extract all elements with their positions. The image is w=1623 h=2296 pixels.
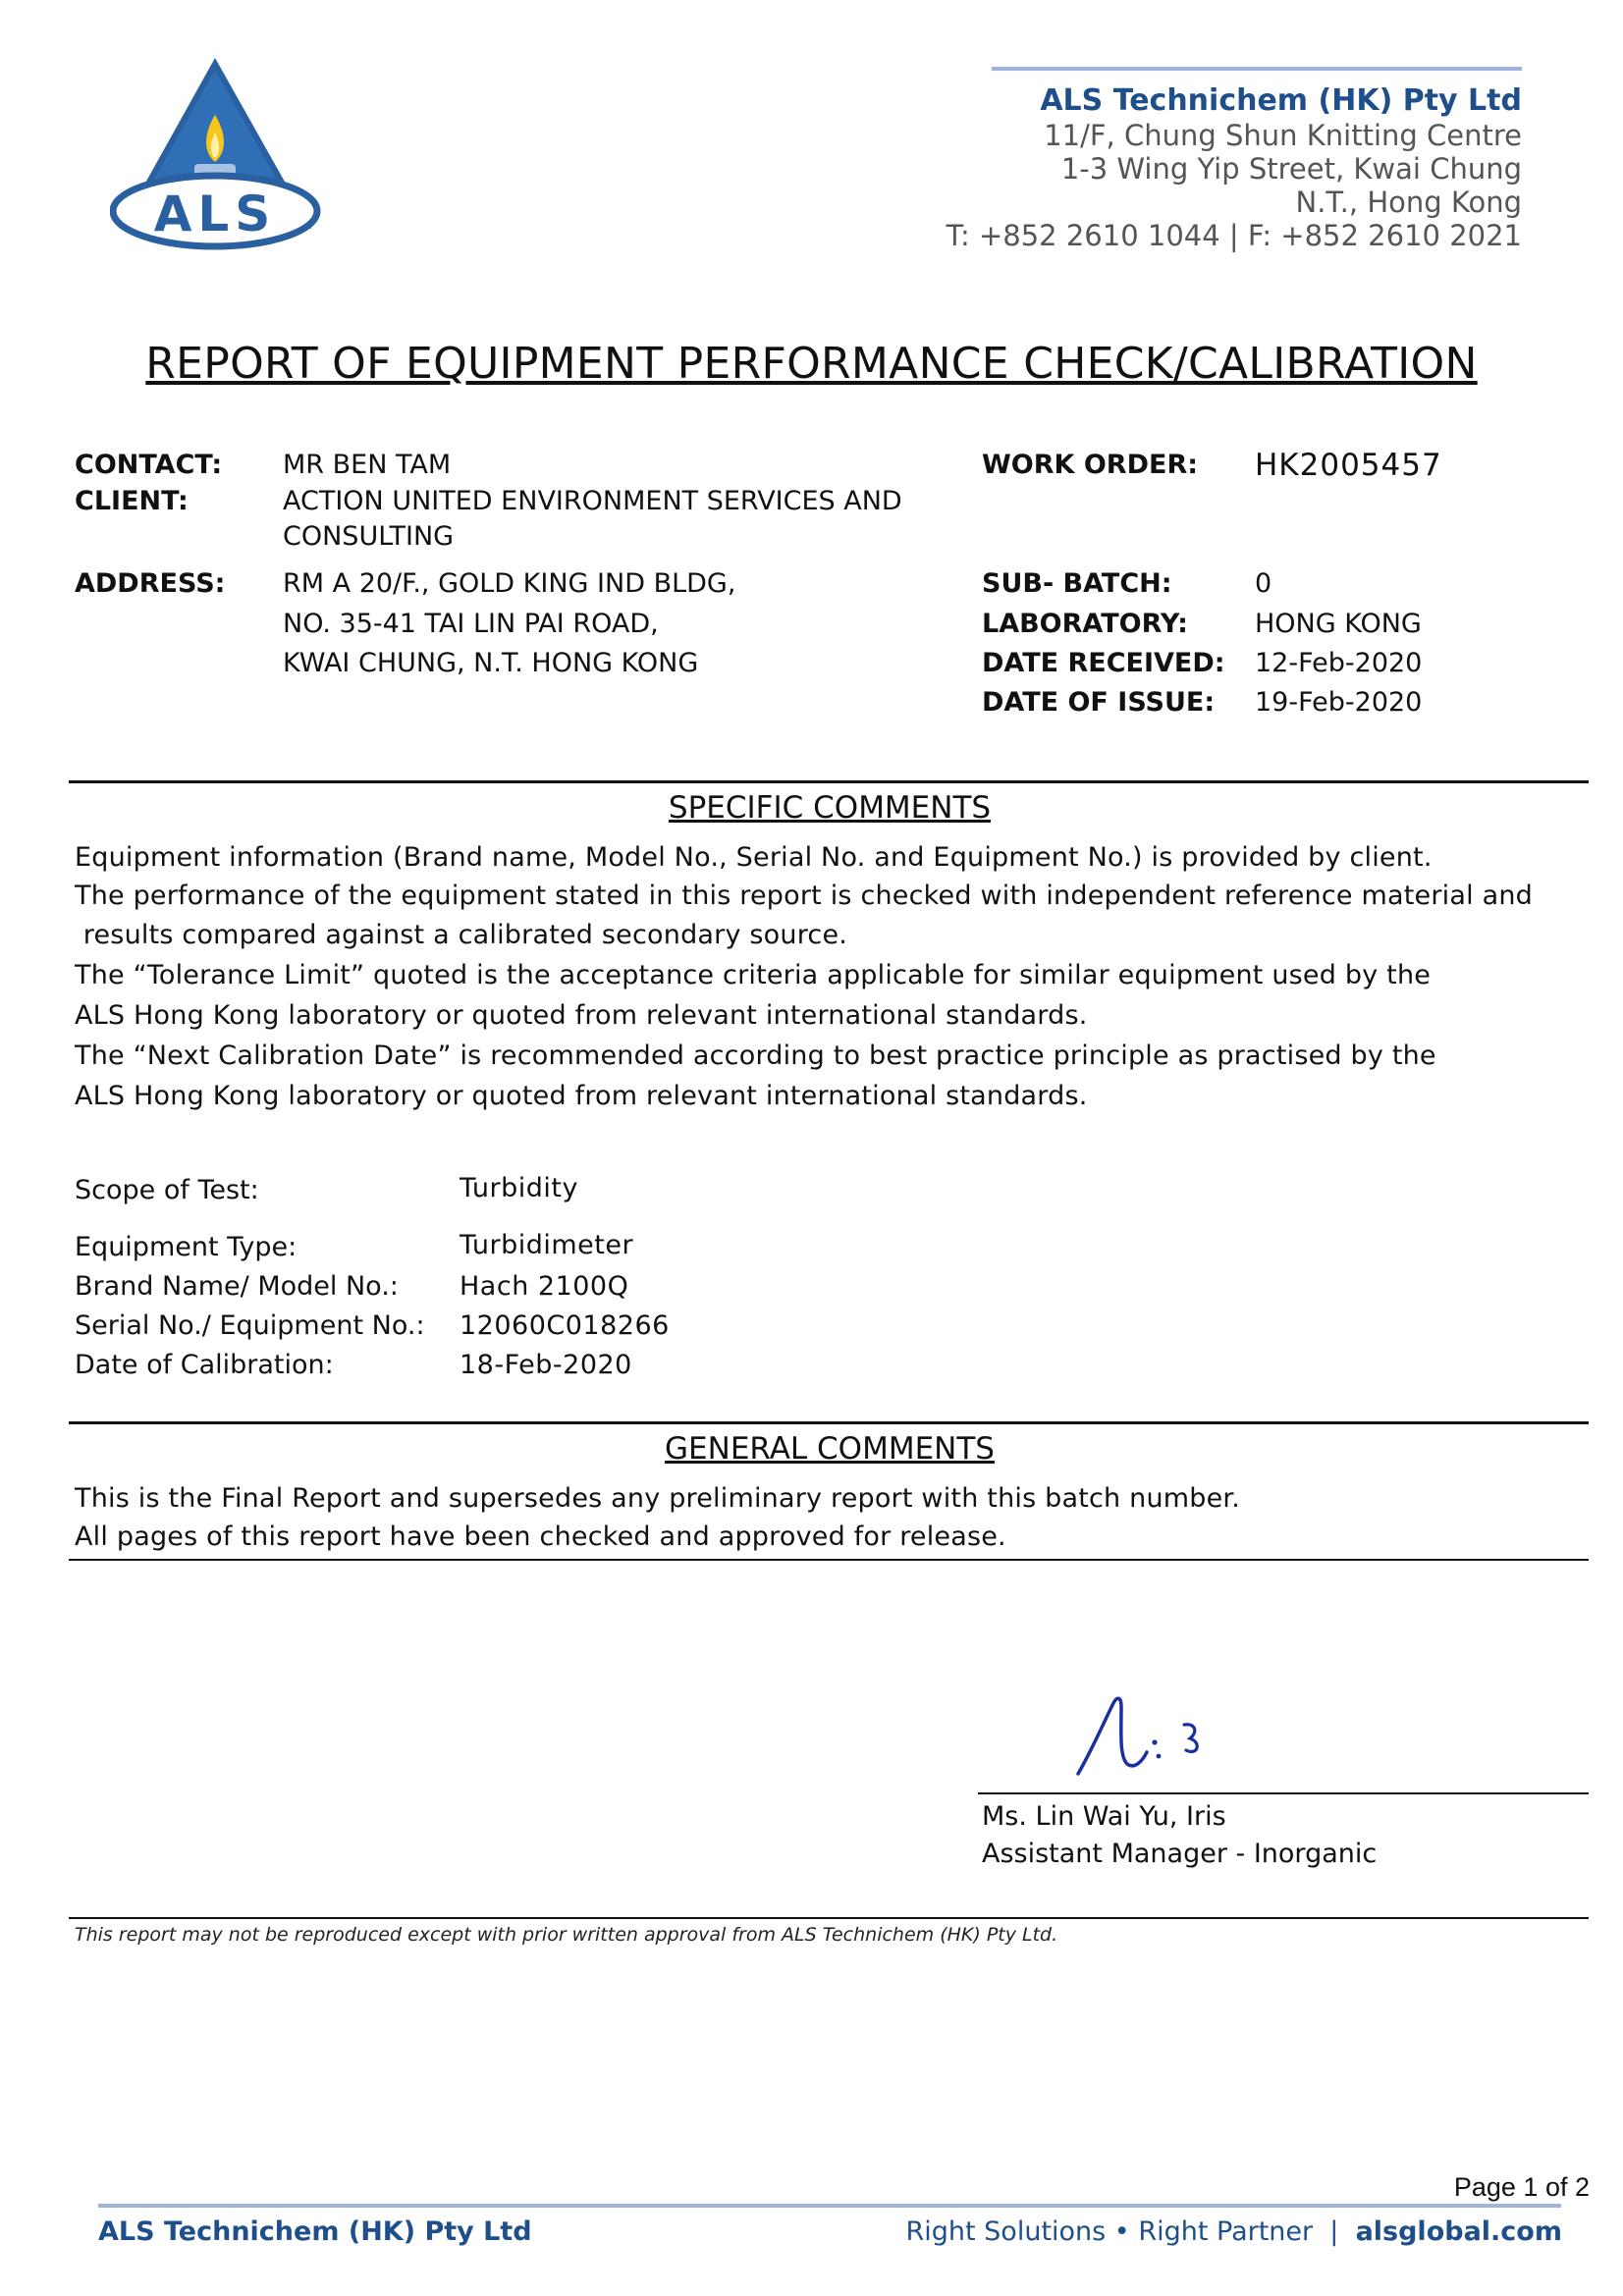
laboratory-label: LABORATORY: [982, 609, 1188, 639]
serial-equipment-value: 12060C018266 [460, 1310, 670, 1341]
client-address-line-1: RM A 20/F., GOLD KING IND BLDG, [283, 568, 736, 599]
header-rule [992, 67, 1522, 71]
sub-batch-label: SUB- BATCH: [982, 568, 1172, 599]
equipment-type-value: Turbidimeter [460, 1230, 634, 1260]
date-of-issue-label: DATE OF ISSUE: [982, 687, 1216, 718]
calibration-date-label: Date of Calibration: [75, 1350, 334, 1380]
equipment-type-label: Equipment Type: [75, 1232, 298, 1262]
date-of-issue-value: 19-Feb-2020 [1255, 687, 1423, 718]
scope-of-test-label: Scope of Test: [75, 1175, 259, 1205]
phone-fax-line: T: +852 2610 1044 | F: +852 2610 2021 [946, 219, 1522, 252]
client-label: CLIENT: [75, 486, 189, 516]
footer-website-link[interactable]: alsglobal.com [1355, 2216, 1562, 2247]
client-address-line-3: KWAI CHUNG, N.T. HONG KONG [283, 648, 699, 678]
footer-slogan: Right Solutions • Right Partner | [905, 2216, 1356, 2247]
footer-tagline [905, 2216, 1562, 2247]
client-address-line-2: NO. 35-41 TAI LIN PAI ROAD, [283, 609, 659, 639]
general-comment-line: All pages of this report have been checked and approved for release. [75, 1522, 1006, 1552]
calibration-date-value: 18-Feb-2020 [460, 1350, 632, 1380]
specific-comment-line: ALS Hong Kong laboratory or quoted from relevant international standards. [75, 1081, 1088, 1111]
signature-line [978, 1792, 1589, 1794]
section-rule [69, 780, 1589, 783]
date-received-value: 12-Feb-2020 [1255, 648, 1423, 678]
report-title: REPORT OF EQUIPMENT PERFORMANCE CHECK/CALIBRATION [145, 339, 1478, 389]
specific-comment-line: Equipment information (Brand name, Model No., Serial No. and Equipment No.) is provided by client. [75, 842, 1433, 873]
specific-comment-line: The performance of the equipment stated in this report is checked with independent reference material and [75, 881, 1533, 911]
general-comment-line: This is the Final Report and supersedes any preliminary report with this batch number. [75, 1483, 1241, 1514]
footer-company-name: ALS Technichem (HK) Pty Ltd [98, 2216, 532, 2247]
address-label: ADDRESS: [75, 568, 226, 599]
footnote-rule [69, 1917, 1589, 1919]
company-name: ALS Technichem (HK) Pty Ltd [1040, 83, 1522, 118]
reproduction-notice: This report may not be reproduced except with prior written approval from ALS Technichem (HK) Pty Ltd. [75, 1924, 1058, 1946]
work-order-label: WORK ORDER: [982, 450, 1199, 480]
handwritten-signature [1070, 1674, 1227, 1782]
address-line-2: 1-3 Wing Yip Street, Kwai Chung [1060, 152, 1522, 186]
address-line-1: 11/F, Chung Shun Knitting Centre [1044, 119, 1522, 152]
specific-comment-line: ALS Hong Kong laboratory or quoted from relevant international standards. [75, 1000, 1088, 1031]
client-value-line-2: CONSULTING [283, 521, 455, 552]
als-logo [110, 54, 321, 250]
date-received-label: DATE RECEIVED: [982, 648, 1225, 678]
page-number: Page 1 of 2 [1453, 2172, 1590, 2202]
contact-label: CONTACT: [75, 450, 223, 480]
section-rule [69, 1421, 1589, 1424]
specific-comments-title: SPECIFIC COMMENTS [668, 790, 992, 826]
specific-comment-line: results compared against a calibrated secondary source. [75, 920, 848, 950]
address-line-3: N.T., Hong Kong [1295, 186, 1522, 219]
logo-text: ALS [153, 186, 277, 242]
specific-comment-line: The “Next Calibration Date” is recommended according to best practice principle as practised by the [75, 1041, 1436, 1071]
sub-batch-value: 0 [1255, 568, 1272, 599]
work-order-value: HK2005457 [1255, 448, 1442, 483]
laboratory-value: HONG KONG [1255, 609, 1422, 639]
signatory-name: Ms. Lin Wai Yu, Iris [982, 1801, 1226, 1832]
brand-model-value: Hach 2100Q [460, 1271, 629, 1302]
scope-of-test-value: Turbidity [460, 1173, 578, 1203]
client-value-line-1: ACTION UNITED ENVIRONMENT SERVICES AND [283, 486, 902, 516]
serial-equipment-label: Serial No./ Equipment No.: [75, 1310, 425, 1341]
general-comments-title: GENERAL COMMENTS [665, 1431, 995, 1467]
section-rule [69, 1559, 1589, 1561]
signatory-position: Assistant Manager - Inorganic [982, 1839, 1378, 1869]
contact-value: MR BEN TAM [283, 450, 452, 480]
brand-model-label: Brand Name/ Model No.: [75, 1271, 399, 1302]
footer-rule [98, 2204, 1561, 2208]
specific-comment-line: The “Tolerance Limit” quoted is the acceptance criteria applicable for similar equipment used by the [75, 960, 1432, 990]
